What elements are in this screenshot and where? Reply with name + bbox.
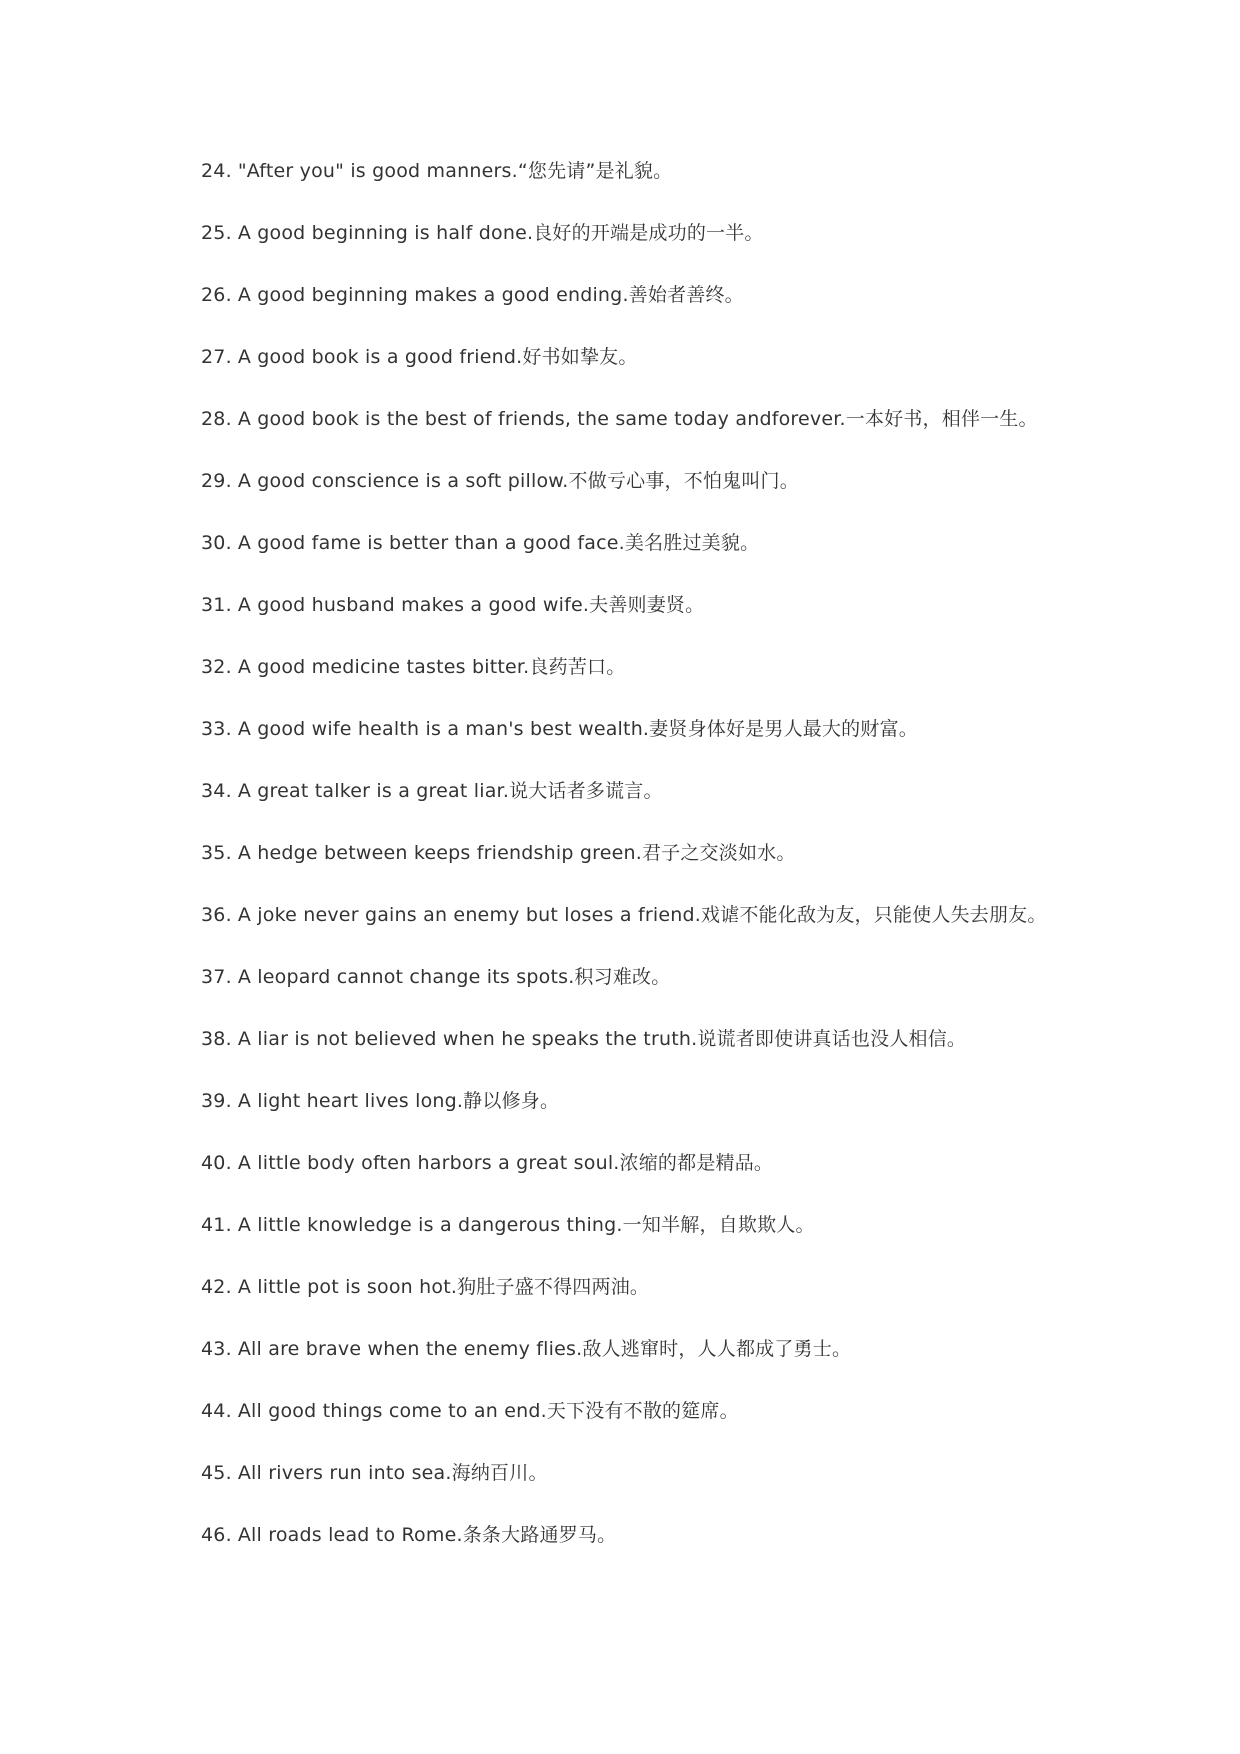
list-item <box>201 1152 1201 1214</box>
item-text: A good fame is better than a good face.美名胜过美貌。 <box>237 532 760 554</box>
list-item <box>201 966 1201 1028</box>
list-item <box>201 222 1201 284</box>
list-item <box>201 408 1201 470</box>
list-item <box>201 1524 1201 1586</box>
item-text: A great talker is a great liar.说大话者多谎言。 <box>237 780 663 802</box>
item-number: 28. <box>201 408 232 430</box>
item-text: A good husband makes a good wife.夫善则妻贤。 <box>237 594 705 616</box>
item-text: All roads lead to Rome.条条大路通罗马。 <box>237 1524 617 1546</box>
item-text: A little knowledge is a dangerous thing.一知半解，自欺欺人。 <box>237 1214 815 1236</box>
item-text: A good medicine tastes bitter.良药苦口。 <box>237 656 626 678</box>
item-text: A good wife health is a man's best wealth.妻贤身体好是男人最大的财富。 <box>237 718 918 740</box>
item-number: 37. <box>201 966 232 988</box>
item-number: 41. <box>201 1214 232 1236</box>
list-item <box>201 718 1201 780</box>
item-number: 35. <box>201 842 232 864</box>
list-item <box>201 1214 1201 1276</box>
list-item <box>201 842 1201 904</box>
item-text: A good beginning is half done.良好的开端是成功的一半。 <box>237 222 764 244</box>
list-item <box>201 1462 1201 1524</box>
list-item <box>201 594 1201 656</box>
list-item <box>201 1338 1201 1400</box>
list-item <box>201 1400 1201 1462</box>
item-number: 45. <box>201 1462 232 1484</box>
item-number: 24. <box>201 160 232 182</box>
item-text: A little pot is soon hot.狗肚子盛不得四两油。 <box>237 1276 650 1298</box>
item-text: All rivers run into sea.海纳百川。 <box>237 1462 548 1484</box>
item-text: All are brave when the enemy flies.敌人逃窜时，人人都成了勇士。 <box>237 1338 852 1360</box>
item-text: A liar is not believed when he speaks the truth.说谎者即使讲真话也没人相信。 <box>237 1028 967 1050</box>
item-text: A light heart lives long.静以修身。 <box>237 1090 560 1112</box>
item-number: 33. <box>201 718 232 740</box>
item-number: 31. <box>201 594 232 616</box>
item-text: A good book is the best of friends, the same today andforever.一本好书，相伴一生。 <box>237 408 1038 430</box>
item-number: 36. <box>201 904 232 926</box>
list-item <box>201 780 1201 842</box>
item-text: A good book is a good friend.好书如挚友。 <box>237 346 638 368</box>
item-text: "After you" is good manners.“您先请”是礼貌。 <box>237 160 673 182</box>
item-text: A joke never gains an enemy but loses a friend.戏谑不能化敌为友，只能使人失去朋友。 <box>237 904 1047 926</box>
item-number: 29. <box>201 470 232 492</box>
item-text: All good things come to an end.天下没有不散的筵席。 <box>237 1400 739 1422</box>
proverb-list <box>201 160 1201 1586</box>
item-number: 44. <box>201 1400 232 1422</box>
list-item <box>201 470 1201 532</box>
list-item <box>201 1028 1201 1090</box>
item-text: A good beginning makes a good ending.善始者善终。 <box>237 284 744 306</box>
list-item <box>201 284 1201 346</box>
item-number: 42. <box>201 1276 232 1298</box>
list-item <box>201 532 1201 594</box>
item-text: A little body often harbors a great soul.浓缩的都是精品。 <box>237 1152 774 1174</box>
list-item <box>201 1276 1201 1338</box>
item-text: A leopard cannot change its spots.积习难改。 <box>237 966 671 988</box>
item-number: 34. <box>201 780 232 802</box>
item-number: 40. <box>201 1152 232 1174</box>
item-number: 25. <box>201 222 232 244</box>
list-item <box>201 346 1201 408</box>
list-item <box>201 160 1201 222</box>
item-number: 38. <box>201 1028 232 1050</box>
item-number: 43. <box>201 1338 232 1360</box>
item-number: 30. <box>201 532 232 554</box>
item-text: A hedge between keeps friendship green.君子之交淡如水。 <box>237 842 796 864</box>
item-text: A good conscience is a soft pillow.不做亏心事，不怕鬼叫门。 <box>237 470 799 492</box>
list-item <box>201 904 1201 966</box>
item-number: 27. <box>201 346 232 368</box>
item-number: 39. <box>201 1090 232 1112</box>
list-item <box>201 656 1201 718</box>
item-number: 32. <box>201 656 232 678</box>
item-number: 46. <box>201 1524 232 1546</box>
list-item <box>201 1090 1201 1152</box>
item-number: 26. <box>201 284 232 306</box>
